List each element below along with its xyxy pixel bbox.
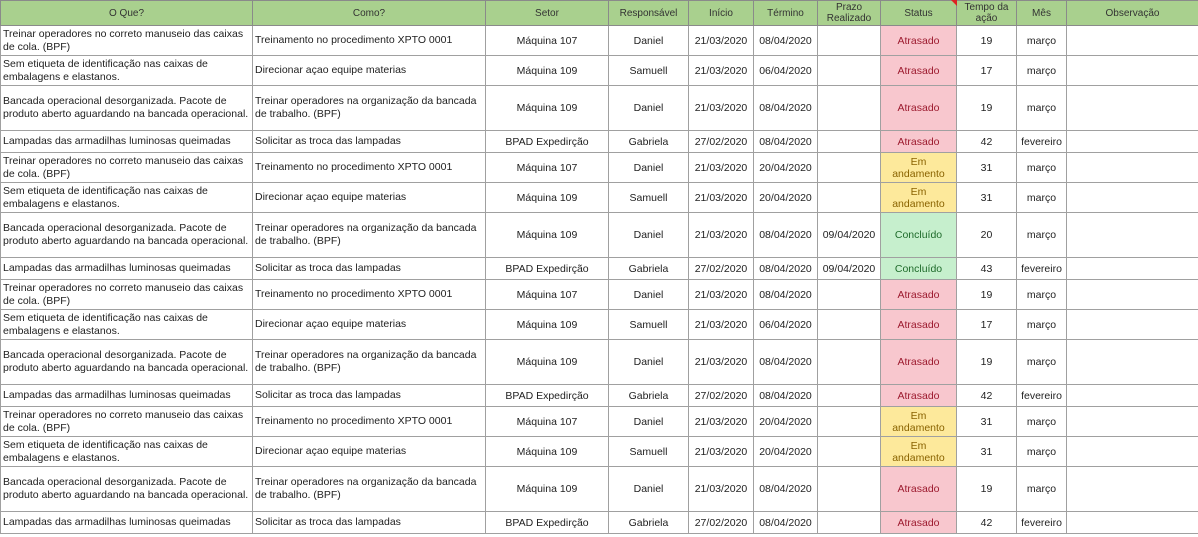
- cell-mes[interactable]: março: [1017, 213, 1067, 258]
- table-row: [1, 407, 1198, 437]
- cell-como[interactable]: Direcionar açao equipe materias: [253, 56, 486, 86]
- cell-setor[interactable]: BPAD Expedirção: [486, 131, 609, 153]
- cell-prazo-realizado[interactable]: [818, 467, 881, 512]
- cell-o-que[interactable]: Lampadas das armadilhas luminosas queimadas: [1, 131, 253, 153]
- cell-prazo-realizado[interactable]: [818, 512, 881, 534]
- cell-observacao[interactable]: [1067, 258, 1198, 280]
- cell-inicio[interactable]: 21/03/2020: [689, 153, 754, 183]
- cell-responsavel[interactable]: Samuell: [609, 56, 689, 86]
- table-row: [1, 183, 1198, 213]
- cell-inicio[interactable]: 21/03/2020: [689, 467, 754, 512]
- cell-observacao[interactable]: [1067, 131, 1198, 153]
- cell-inicio[interactable]: 21/03/2020: [689, 310, 754, 340]
- cell-status[interactable]: Atrasado: [881, 56, 957, 86]
- cell-status[interactable]: Atrasado: [881, 340, 957, 385]
- table-row: [1, 153, 1198, 183]
- cell-tempo-acao[interactable]: 31: [957, 437, 1017, 467]
- cell-observacao[interactable]: [1067, 280, 1198, 310]
- cell-o-que[interactable]: Sem etiqueta de identificação nas caixas de embalagens e elastanos.: [1, 437, 253, 467]
- cell-o-que[interactable]: Treinar operadores no correto manuseio das caixas de cola. (BPF): [1, 153, 253, 183]
- cell-prazo-realizado[interactable]: 09/04/2020: [818, 258, 881, 280]
- cell-mes[interactable]: fevereiro: [1017, 512, 1067, 534]
- cell-como[interactable]: Solicitar as troca das lampadas: [253, 258, 486, 280]
- comment-indicator-icon: [951, 0, 957, 6]
- cell-mes[interactable]: março: [1017, 86, 1067, 131]
- cell-o-que[interactable]: Treinar operadores no correto manuseio das caixas de cola. (BPF): [1, 26, 253, 56]
- table-row: [1, 213, 1198, 258]
- cell-o-que[interactable]: Bancada operacional desorganizada. Pacote de produto aberto aguardando na bancada operacional.: [1, 86, 253, 131]
- cell-setor[interactable]: Máquina 107: [486, 26, 609, 56]
- cell-tempo-acao[interactable]: 19: [957, 26, 1017, 56]
- cell-responsavel[interactable]: Daniel: [609, 407, 689, 437]
- table-row: [1, 280, 1198, 310]
- cell-observacao[interactable]: [1067, 310, 1198, 340]
- cell-status[interactable]: Em andamento: [881, 153, 957, 183]
- cell-inicio[interactable]: 21/03/2020: [689, 340, 754, 385]
- header-setor[interactable]: Setor: [486, 1, 609, 26]
- cell-mes[interactable]: fevereiro: [1017, 385, 1067, 407]
- cell-termino[interactable]: 08/04/2020: [754, 340, 818, 385]
- cell-como[interactable]: Solicitar as troca das lampadas: [253, 512, 486, 534]
- cell-status[interactable]: Concluído: [881, 213, 957, 258]
- cell-prazo-realizado[interactable]: [818, 280, 881, 310]
- cell-o-que[interactable]: Lampadas das armadilhas luminosas queimadas: [1, 385, 253, 407]
- cell-tempo-acao[interactable]: 19: [957, 280, 1017, 310]
- cell-mes[interactable]: março: [1017, 467, 1067, 512]
- cell-responsavel[interactable]: Samuell: [609, 310, 689, 340]
- cell-tempo-acao[interactable]: 19: [957, 340, 1017, 385]
- cell-tempo-acao[interactable]: 43: [957, 258, 1017, 280]
- cell-prazo-realizado[interactable]: [818, 183, 881, 213]
- cell-prazo-realizado[interactable]: 09/04/2020: [818, 213, 881, 258]
- cell-o-que[interactable]: Bancada operacional desorganizada. Pacote de produto aberto aguardando na bancada operacional.: [1, 467, 253, 512]
- cell-inicio[interactable]: 27/02/2020: [689, 385, 754, 407]
- cell-mes[interactable]: março: [1017, 340, 1067, 385]
- table-row: [1, 385, 1198, 407]
- cell-termino[interactable]: 08/04/2020: [754, 131, 818, 153]
- cell-prazo-realizado[interactable]: [818, 340, 881, 385]
- table-row: [1, 467, 1198, 512]
- table-body: [1, 26, 1198, 534]
- cell-termino[interactable]: 20/04/2020: [754, 153, 818, 183]
- cell-setor[interactable]: BPAD Expedirção: [486, 512, 609, 534]
- cell-inicio[interactable]: 27/02/2020: [689, 258, 754, 280]
- cell-como[interactable]: Treinamento no procedimento XPTO 0001: [253, 407, 486, 437]
- cell-como[interactable]: Solicitar as troca das lampadas: [253, 131, 486, 153]
- cell-observacao[interactable]: [1067, 213, 1198, 258]
- cell-responsavel[interactable]: Daniel: [609, 26, 689, 56]
- cell-como[interactable]: Treinar operadores na organização da bancada de trabalho. (BPF): [253, 467, 486, 512]
- header-termino[interactable]: Término: [754, 1, 818, 26]
- table-row: [1, 56, 1198, 86]
- cell-prazo-realizado[interactable]: [818, 310, 881, 340]
- cell-setor[interactable]: Máquina 109: [486, 467, 609, 512]
- cell-inicio[interactable]: 21/03/2020: [689, 56, 754, 86]
- cell-observacao[interactable]: [1067, 56, 1198, 86]
- cell-observacao[interactable]: [1067, 340, 1198, 385]
- cell-termino[interactable]: 20/04/2020: [754, 183, 818, 213]
- cell-observacao[interactable]: [1067, 385, 1198, 407]
- cell-o-que[interactable]: Treinar operadores no correto manuseio das caixas de cola. (BPF): [1, 280, 253, 310]
- cell-termino[interactable]: 08/04/2020: [754, 213, 818, 258]
- cell-observacao[interactable]: [1067, 153, 1198, 183]
- cell-setor[interactable]: Máquina 109: [486, 340, 609, 385]
- cell-como[interactable]: Direcionar açao equipe materias: [253, 310, 486, 340]
- table-row: [1, 437, 1198, 467]
- header-como[interactable]: Como?: [253, 1, 486, 26]
- cell-como[interactable]: Direcionar açao equipe materias: [253, 437, 486, 467]
- cell-status[interactable]: Atrasado: [881, 86, 957, 131]
- cell-o-que[interactable]: Treinar operadores no correto manuseio das caixas de cola. (BPF): [1, 407, 253, 437]
- cell-o-que[interactable]: Lampadas das armadilhas luminosas queimadas: [1, 512, 253, 534]
- cell-inicio[interactable]: 27/02/2020: [689, 131, 754, 153]
- cell-status[interactable]: Atrasado: [881, 131, 957, 153]
- cell-como[interactable]: Treinamento no procedimento XPTO 0001: [253, 280, 486, 310]
- cell-tempo-acao[interactable]: 17: [957, 310, 1017, 340]
- cell-o-que[interactable]: Lampadas das armadilhas luminosas queimadas: [1, 258, 253, 280]
- cell-responsavel[interactable]: Samuell: [609, 183, 689, 213]
- table-row: [1, 310, 1198, 340]
- header-prazo-realizado[interactable]: Prazo Realizado: [818, 1, 881, 26]
- cell-observacao[interactable]: [1067, 467, 1198, 512]
- cell-tempo-acao[interactable]: 17: [957, 56, 1017, 86]
- cell-como[interactable]: Solicitar as troca das lampadas: [253, 385, 486, 407]
- cell-status[interactable]: Atrasado: [881, 26, 957, 56]
- cell-status[interactable]: Em andamento: [881, 183, 957, 213]
- cell-como[interactable]: Direcionar açao equipe materias: [253, 183, 486, 213]
- header-row: [1, 1, 1198, 26]
- cell-mes[interactable]: março: [1017, 310, 1067, 340]
- cell-termino[interactable]: 08/04/2020: [754, 467, 818, 512]
- cell-responsavel[interactable]: Gabriela: [609, 131, 689, 153]
- cell-status[interactable]: Em andamento: [881, 407, 957, 437]
- cell-status[interactable]: Atrasado: [881, 512, 957, 534]
- cell-termino[interactable]: 06/04/2020: [754, 310, 818, 340]
- cell-inicio[interactable]: 21/03/2020: [689, 280, 754, 310]
- cell-setor[interactable]: Máquina 107: [486, 153, 609, 183]
- cell-termino[interactable]: 06/04/2020: [754, 56, 818, 86]
- cell-prazo-realizado[interactable]: [818, 407, 881, 437]
- cell-responsavel[interactable]: Daniel: [609, 153, 689, 183]
- cell-setor[interactable]: BPAD Expedirção: [486, 385, 609, 407]
- cell-tempo-acao[interactable]: 42: [957, 131, 1017, 153]
- cell-termino[interactable]: 20/04/2020: [754, 407, 818, 437]
- header-tempo-acao[interactable]: Tempo da ação: [957, 1, 1017, 26]
- cell-setor[interactable]: Máquina 109: [486, 213, 609, 258]
- cell-observacao[interactable]: [1067, 183, 1198, 213]
- cell-setor[interactable]: Máquina 109: [486, 310, 609, 340]
- cell-responsavel[interactable]: Gabriela: [609, 385, 689, 407]
- cell-setor[interactable]: Máquina 109: [486, 437, 609, 467]
- cell-responsavel[interactable]: Daniel: [609, 213, 689, 258]
- cell-como[interactable]: Treinar operadores na organização da bancada de trabalho. (BPF): [253, 213, 486, 258]
- cell-tempo-acao[interactable]: 19: [957, 467, 1017, 512]
- cell-o-que[interactable]: Sem etiqueta de identificação nas caixas de embalagens e elastanos.: [1, 183, 253, 213]
- cell-inicio[interactable]: 21/03/2020: [689, 86, 754, 131]
- cell-tempo-acao[interactable]: 31: [957, 153, 1017, 183]
- cell-inicio[interactable]: 21/03/2020: [689, 407, 754, 437]
- cell-status[interactable]: Atrasado: [881, 310, 957, 340]
- cell-observacao[interactable]: [1067, 437, 1198, 467]
- cell-setor[interactable]: Máquina 107: [486, 280, 609, 310]
- cell-tempo-acao[interactable]: 19: [957, 86, 1017, 131]
- cell-prazo-realizado[interactable]: [818, 131, 881, 153]
- header-inicio[interactable]: Início: [689, 1, 754, 26]
- cell-setor[interactable]: Máquina 107: [486, 407, 609, 437]
- cell-status[interactable]: Atrasado: [881, 385, 957, 407]
- cell-tempo-acao[interactable]: 31: [957, 407, 1017, 437]
- cell-observacao[interactable]: [1067, 407, 1198, 437]
- cell-setor[interactable]: BPAD Expedirção: [486, 258, 609, 280]
- cell-mes[interactable]: março: [1017, 280, 1067, 310]
- cell-responsavel[interactable]: Daniel: [609, 340, 689, 385]
- table-row: [1, 512, 1198, 534]
- cell-responsavel[interactable]: Daniel: [609, 86, 689, 131]
- cell-mes[interactable]: março: [1017, 26, 1067, 56]
- cell-status[interactable]: Em andamento: [881, 437, 957, 467]
- cell-prazo-realizado[interactable]: [818, 153, 881, 183]
- cell-mes[interactable]: fevereiro: [1017, 258, 1067, 280]
- cell-prazo-realizado[interactable]: [818, 56, 881, 86]
- cell-responsavel[interactable]: Gabriela: [609, 512, 689, 534]
- cell-setor[interactable]: Máquina 109: [486, 183, 609, 213]
- cell-termino[interactable]: 08/04/2020: [754, 512, 818, 534]
- cell-observacao[interactable]: [1067, 512, 1198, 534]
- table-row: [1, 86, 1198, 131]
- cell-mes[interactable]: março: [1017, 407, 1067, 437]
- cell-mes[interactable]: março: [1017, 56, 1067, 86]
- table-row: [1, 26, 1198, 56]
- header-status[interactable]: Status: [881, 1, 957, 26]
- cell-responsavel[interactable]: Daniel: [609, 280, 689, 310]
- cell-termino[interactable]: 08/04/2020: [754, 86, 818, 131]
- cell-tempo-acao[interactable]: 42: [957, 385, 1017, 407]
- cell-status[interactable]: Atrasado: [881, 467, 957, 512]
- cell-prazo-realizado[interactable]: [818, 86, 881, 131]
- table-row: [1, 131, 1198, 153]
- header-mes[interactable]: Mês: [1017, 1, 1067, 26]
- cell-o-que[interactable]: Sem etiqueta de identificação nas caixas de embalagens e elastanos.: [1, 56, 253, 86]
- table-row: [1, 258, 1198, 280]
- cell-status[interactable]: Concluído: [881, 258, 957, 280]
- cell-termino[interactable]: 08/04/2020: [754, 280, 818, 310]
- cell-prazo-realizado[interactable]: [818, 26, 881, 56]
- cell-responsavel[interactable]: Gabriela: [609, 258, 689, 280]
- cell-mes[interactable]: março: [1017, 437, 1067, 467]
- header-o-que[interactable]: O Que?: [1, 1, 253, 26]
- cell-o-que[interactable]: Bancada operacional desorganizada. Pacote de produto aberto aguardando na bancada operacional.: [1, 340, 253, 385]
- cell-termino[interactable]: 20/04/2020: [754, 437, 818, 467]
- cell-termino[interactable]: 08/04/2020: [754, 385, 818, 407]
- cell-setor[interactable]: Máquina 109: [486, 86, 609, 131]
- cell-prazo-realizado[interactable]: [818, 385, 881, 407]
- cell-o-que[interactable]: Sem etiqueta de identificação nas caixas de embalagens e elastanos.: [1, 310, 253, 340]
- cell-responsavel[interactable]: Daniel: [609, 467, 689, 512]
- cell-mes[interactable]: março: [1017, 153, 1067, 183]
- cell-inicio[interactable]: 21/03/2020: [689, 26, 754, 56]
- cell-como[interactable]: Treinamento no procedimento XPTO 0001: [253, 26, 486, 56]
- cell-como[interactable]: Treinar operadores na organização da bancada de trabalho. (BPF): [253, 340, 486, 385]
- cell-tempo-acao[interactable]: 42: [957, 512, 1017, 534]
- cell-inicio[interactable]: 21/03/2020: [689, 183, 754, 213]
- cell-setor[interactable]: Máquina 109: [486, 56, 609, 86]
- table-row: [1, 340, 1198, 385]
- cell-prazo-realizado[interactable]: [818, 437, 881, 467]
- cell-status[interactable]: Atrasado: [881, 280, 957, 310]
- cell-termino[interactable]: 08/04/2020: [754, 258, 818, 280]
- cell-tempo-acao[interactable]: 20: [957, 213, 1017, 258]
- cell-termino[interactable]: 08/04/2020: [754, 26, 818, 56]
- cell-inicio[interactable]: 21/03/2020: [689, 213, 754, 258]
- cell-observacao[interactable]: [1067, 86, 1198, 131]
- cell-o-que[interactable]: Bancada operacional desorganizada. Pacote de produto aberto aguardando na bancada operacional.: [1, 213, 253, 258]
- cell-responsavel[interactable]: Samuell: [609, 437, 689, 467]
- cell-como[interactable]: Treinamento no procedimento XPTO 0001: [253, 153, 486, 183]
- header-responsavel[interactable]: Responsável: [609, 1, 689, 26]
- cell-mes[interactable]: março: [1017, 183, 1067, 213]
- cell-inicio[interactable]: 21/03/2020: [689, 437, 754, 467]
- cell-como[interactable]: Treinar operadores na organização da bancada de trabalho. (BPF): [253, 86, 486, 131]
- cell-tempo-acao[interactable]: 31: [957, 183, 1017, 213]
- header-observacao[interactable]: Observação: [1067, 1, 1198, 26]
- cell-mes[interactable]: fevereiro: [1017, 131, 1067, 153]
- cell-observacao[interactable]: [1067, 26, 1198, 56]
- cell-inicio[interactable]: 27/02/2020: [689, 512, 754, 534]
